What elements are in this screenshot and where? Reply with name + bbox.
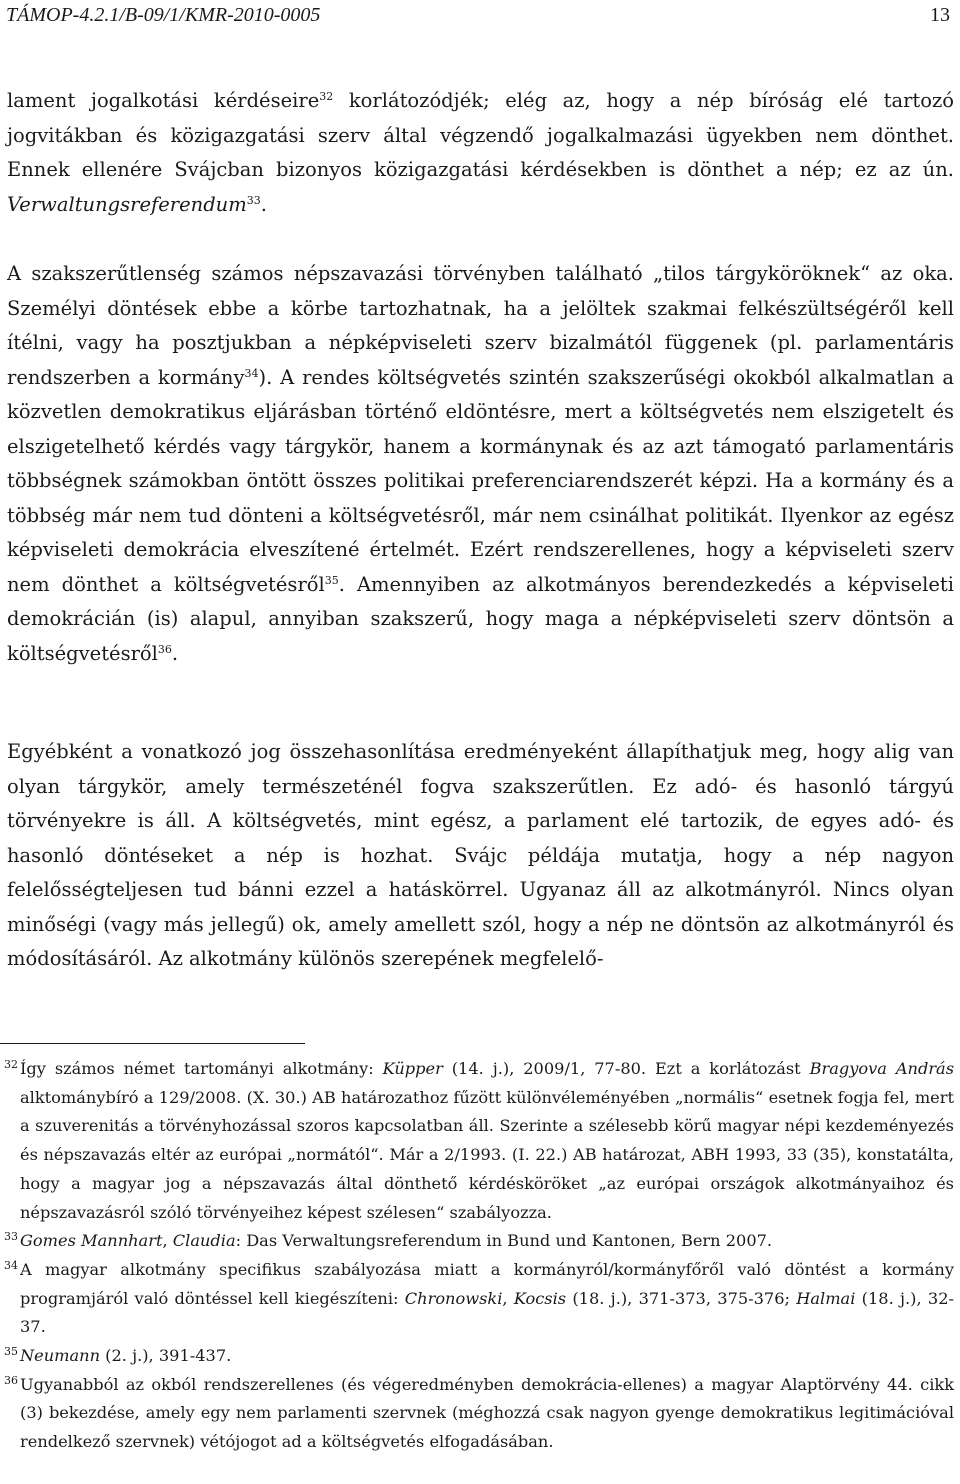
footnote-34 — [4, 1256, 954, 1342]
footnote-number: 32 — [4, 1058, 18, 1071]
italic-term: Verwaltungsreferendum — [7, 192, 247, 216]
footnote-segment: alktománybíró a 129/2008. (X. 30.) AB határozathoz fűzött különvéleményében „normális“ esetnek fogja fel, mert a szuverenitás a törvényhozással szoros kapcsolatban áll. Szerinte a szélesebb körű magyar népi kezdeményezés és népszavazás eltér az európai „normától“. Már a 2/1993. (I. 22.) AB határozat, ABH 1993, 33 (35), konstatálta, hogy a magyar jog a népszavazás által dönthető kérdésköröket „az európai országok alkotmányaihoz és népszavazásról szóló törvényeihez képest szélesen“ szabályozza. — [20, 1087, 954, 1222]
paragraph-1 — [7, 84, 954, 222]
footnote-ref[interactable]: 36 — [157, 642, 172, 656]
footnote-number: 35 — [4, 1345, 18, 1359]
footnote-segment: Így számos német tartományi alkotmány: — [20, 1059, 383, 1078]
page-header — [6, 4, 950, 34]
footnote-italic: Chronowski — [404, 1288, 503, 1308]
page-number: 13 — [930, 4, 950, 26]
footnote-segment: , — [162, 1231, 173, 1251]
footnote-segment: (2. j.), 391-437. — [100, 1346, 232, 1366]
footnote-ref[interactable]: 34 — [244, 366, 259, 380]
paragraph-text: lament jogalkotási kérdéseire — [7, 89, 320, 112]
paragraph-text: korlátozódjék; elég az, hogy a nép bíróság elé tartozó jogvitákban és közigazgatási szerv által végzendő jogalkalmazási ügyekben nem dönthet. Ennek ellenére Svájcban bizonyos közigazgatási kérdésekben is dönthet a nép; ez az ún. — [7, 89, 954, 181]
footnote-32 — [4, 1055, 954, 1227]
paragraph-text: Egyébként a vonatkozó jog összehasonlítása eredményeként állapíthatjuk meg, hogy alig van olyan tárgykör, amely természeténél fogva szakszerűtlen. Ez adó- és hasonló tárgyú törvényekre is áll. A költségvetés, mint egész, a parlament elé tartozik, de egyes adó- és hasonló döntéseket a nép is hozhat. Svájc példája mutatja, hogy a nép nagyon felelősségteljesen tud bánni ezzel a hatáskörrel. Ugyanaz áll az alkotmányról. Nincs olyan minőségi (vagy más jellegű) ok, amely amellett szól, hogy a nép ne döntsön az alkotmányról és módosításáról. Az alkotmány különös szerepének megfelelő- — [7, 740, 954, 970]
footnote-italic: Halmai — [796, 1288, 856, 1308]
footnote-segment: Ugyanabból az okból rendszerellenes (és végeredményben demokrácia-ellenes) a magyar Alaptörvény 44. cikk (3) bekezdése, amely egy nem parlamenti szervnek (méghozzá csak nagyon gyenge demokratikus legitimációval rendelkező szervnek) vétójogot ad a költségvetés elfogadásában. — [20, 1374, 954, 1452]
project-code: TÁMOP-4.2.1/B-09/1/KMR-2010-0005 — [6, 4, 321, 26]
footnote-number: 34 — [4, 1258, 18, 1272]
footnote-separator — [0, 1043, 305, 1044]
footnote-segment: (18. j.), 32-37. — [20, 1288, 954, 1337]
footnote-35 — [4, 1342, 954, 1371]
footnote-italic: Kocsis — [513, 1288, 567, 1308]
paragraph-text: . Amennyiben az alkotmányos berendezkedés a képviseleti demokrácián (is) alapul, annyiban szakszerű, hogy maga a népképviseleti szerv döntsön a költségvetésről — [7, 572, 954, 665]
footnote-text — [20, 1342, 954, 1371]
footnote-segment: : Das Verwaltungsreferendum in Bund und Kantonen, Bern 2007. — [235, 1231, 773, 1251]
footnote-text — [20, 1256, 954, 1342]
footnote-italic: Bragyova András — [809, 1059, 955, 1078]
footnotes — [4, 1055, 954, 1457]
footnote-italic: Claudia — [172, 1231, 236, 1251]
footnote-segment: (18. j.), 371-373, 375-376; — [566, 1288, 797, 1308]
footnote-number: 33 — [4, 1230, 18, 1244]
footnote-ref[interactable]: 33 — [246, 193, 261, 207]
paragraph-text: . — [260, 192, 267, 216]
paragraph-text: . — [171, 641, 179, 665]
footnote-33 — [4, 1227, 954, 1256]
footnote-text — [20, 1371, 954, 1457]
footnote-italic: Neumann — [20, 1346, 101, 1366]
paragraph-2 — [7, 257, 954, 671]
footnote-ref[interactable]: 32 — [319, 90, 334, 103]
footnote-text — [20, 1227, 954, 1256]
footnote-italic: Küpper — [382, 1059, 443, 1078]
footnote-ref[interactable]: 35 — [324, 573, 339, 587]
footnote-text — [20, 1055, 954, 1227]
footnote-italic: Gomes Mannhart — [20, 1231, 163, 1251]
footnote-segment: , — [502, 1288, 514, 1308]
footnote-segment: A magyar alkotmány specifikus szabályozása miatt a kormányról/kormányfőről való döntést a kormány programjáról való döntéssel kell kiegészíteni: — [20, 1259, 954, 1308]
paragraph-text: ). A rendes költségvetés szintén szakszerűségi okokból alkalmatlan a közvetlen demokratikus eljárásban történő eldöntésre, mert a költségvetés nem elszigetelt és elszigetelhető kérdés vagy tárgykör, hanem a kormánynak és az azt támogató parlamentáris többségnek számokban öntött összes politikai preferenciarendszerét képzi. Ha a kormány és a többség már nem tud dönteni a költségvetésről, már nem csinálhat politikát. Ilyenkor az egész képviseleti demokrácia elveszítené értelmét. Ezért rendszerellenes, hogy a képviseleti szerv nem dönthet a költségvetésről — [7, 365, 954, 596]
footnote-segment: (14. j.), 2009/1, 77-80. Ezt a korlátozást — [442, 1059, 810, 1078]
paragraph-3 — [7, 735, 954, 977]
paragraph-text: A szakszerűtlenség számos népszavazási törvényben található „tilos tárgyköröknek“ az oka. Személyi döntések ebbe a körbe tartozhatnak, ha a jelöltek szakmai felkészültségéről kell ítélni, vagy ha posztjukban a népképviseleti szerv bizalmától függenek (pl. parlamentáris rendszerben a kormány — [7, 262, 954, 389]
footnote-number: 36 — [4, 1373, 18, 1387]
footnote-36 — [4, 1371, 954, 1457]
